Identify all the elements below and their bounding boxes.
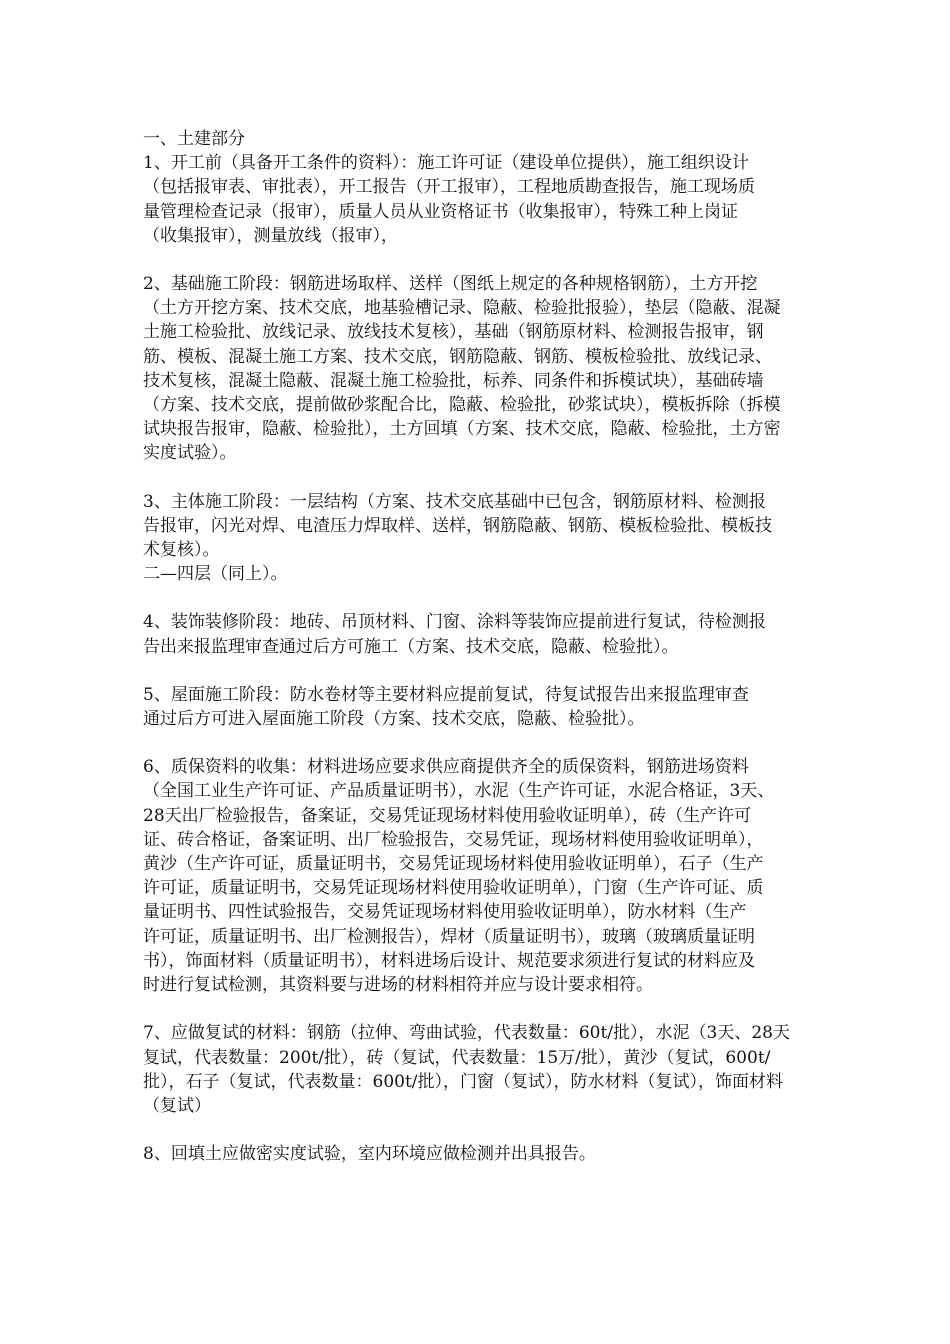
paragraph-line: （土方开挖方案、技术交底，地基验槽记录、隐蔽、检验批报验），垫层（隐蔽、混凝 xyxy=(143,298,781,319)
paragraph-line: 通过后方可进入屋面施工阶段（方案、技术交底，隐蔽、检验批）。 xyxy=(143,709,645,730)
paragraph-line: 告报审，闪光对焊、电渣压力焊取样、送样，钢筋隐蔽、钢筋、模板检验批、模板技 xyxy=(143,515,772,536)
paragraph-line: （全国工业生产许可证、产品质量证明书），水泥（生产许可证，水泥合格证，3天、 xyxy=(143,781,775,802)
paragraph-8 xyxy=(143,1142,811,1166)
paragraph-line: 批），石子（复试，代表数量：600t/批），门窗（复试），防水材料（复试），饰面材料 xyxy=(143,1071,784,1092)
paragraph-list xyxy=(143,151,811,1166)
paragraph-line: （复试） xyxy=(143,1095,211,1116)
paragraph-line: 量证明书、四性试验报告，交易凭证现场材料使用验收证明单），防水材料（生产 xyxy=(143,902,747,923)
paragraph-line: 1、开工前（具备开工条件的资料）：施工许可证（建设单位提供），施工组织设计 xyxy=(143,153,749,174)
paragraph-line: 技术复核，混凝土隐蔽、混凝土施工检验批，标养、同条件和拆模试块），基础砖墙 xyxy=(143,370,764,391)
paragraph-line: 7、应做复试的材料：钢筋（拉伸、弯曲试验，代表数量：60t/批），水泥（3天、28天 xyxy=(143,1023,790,1044)
paragraph-line: 证、砖合格证，备案证明、出厂检验报告，交易凭证，现场材料使用验收证明单）， xyxy=(143,829,764,850)
paragraph-line: （收集报审），测量放线（报审）， xyxy=(143,225,398,246)
document-body xyxy=(143,127,811,1190)
paragraph-5 xyxy=(143,683,811,731)
paragraph-line: 二—四层（同上）。 xyxy=(143,564,288,585)
paragraph-line: 28天出厂检验报告，备案证，交易凭证现场材料使用验收证明单），砖（生产许可 xyxy=(143,805,752,826)
paragraph-line: 2、基础施工阶段：钢筋进场取样、送样（图纸上规定的各种规格钢筋），土方开挖 xyxy=(143,274,758,295)
paragraph-line: 3、主体施工阶段：一层结构（方案、技术交底基础中已包含，钢筋原材料、检测报 xyxy=(143,491,766,512)
paragraph-line: 实度试验）。 xyxy=(143,443,237,464)
section-heading xyxy=(143,127,811,151)
paragraph-line: 筋、模板、混凝土施工方案、技术交底，钢筋隐蔽、钢筋、模板检验批、放线记录、 xyxy=(143,346,772,367)
paragraph-1 xyxy=(143,151,811,248)
paragraph-6 xyxy=(143,755,811,997)
paragraph-line: （包括报审表、审批表），开工报告（开工报审），工程地质勘查报告，施工现场质 xyxy=(143,177,755,198)
paragraph-line: 土施工检验批、放线记录、放线技术复核），基础（钢筋原材料、检测报告报审，钢 xyxy=(143,322,764,343)
paragraph-line: 4、装饰装修阶段：地砖、吊顶材料、门窗、涂料等装饰应提前进行复试，待检测报 xyxy=(143,612,766,633)
paragraph-line: 术复核）。 xyxy=(143,540,220,561)
paragraph-line: 黄沙（生产许可证，质量证明书，交易凭证现场材料使用验收证明单），石子（生产 xyxy=(143,854,764,875)
paragraph-7 xyxy=(143,1021,811,1118)
heading-text: 一、土建部分 xyxy=(143,129,245,149)
paragraph-line: 时进行复试检测，其资料要与进场的材料相符并应与设计要求相符。 xyxy=(143,975,653,996)
paragraph-line: （方案、技术交底，提前做砂浆配合比，隐蔽、检验批，砂浆试块），模板拆除（拆模 xyxy=(143,395,781,416)
paragraph-line: 告出来报监理审查通过后方可施工（方案、技术交底，隐蔽、检验批）。 xyxy=(143,636,679,657)
paragraph-line: 书），饰面材料（质量证明书），材料进场后设计、规范要求须进行复试的材料应及 xyxy=(143,950,755,971)
paragraph-line: 5、屋面施工阶段：防水卷材等主要材料应提前复试，待复试报告出来报监理审查 xyxy=(143,684,749,705)
paragraph-line: 试块报告报审，隐蔽、检验批），土方回填（方案、技术交底，隐蔽、检验批，土方密 xyxy=(143,419,781,440)
paragraph-line: 复试，代表数量：200t/批），砖（复试，代表数量：15万/批），黄沙（复试，600t/ xyxy=(143,1047,771,1068)
paragraph-line: 6、质保资料的收集：材料进场应要求供应商提供齐全的质保资料，钢筋进场资料 xyxy=(143,757,749,778)
paragraph-3 xyxy=(143,490,811,587)
paragraph-line: 许可证，质量证明书、出厂检测报告），焊材（质量证明书），玻璃（玻璃质量证明 xyxy=(143,926,755,947)
paragraph-line: 量管理检查记录（报审），质量人员从业资格证书（收集报审），特殊工种上岗证 xyxy=(143,201,738,222)
paragraph-4 xyxy=(143,610,811,658)
paragraph-2 xyxy=(143,272,811,466)
paragraph-line: 许可证，质量证明书，交易凭证现场材料使用验收证明单），门窗（生产许可证、质 xyxy=(143,878,764,899)
paragraph-line: 8、回填土应做密实度试验，室内环境应做检测并出具报告。 xyxy=(143,1144,596,1165)
